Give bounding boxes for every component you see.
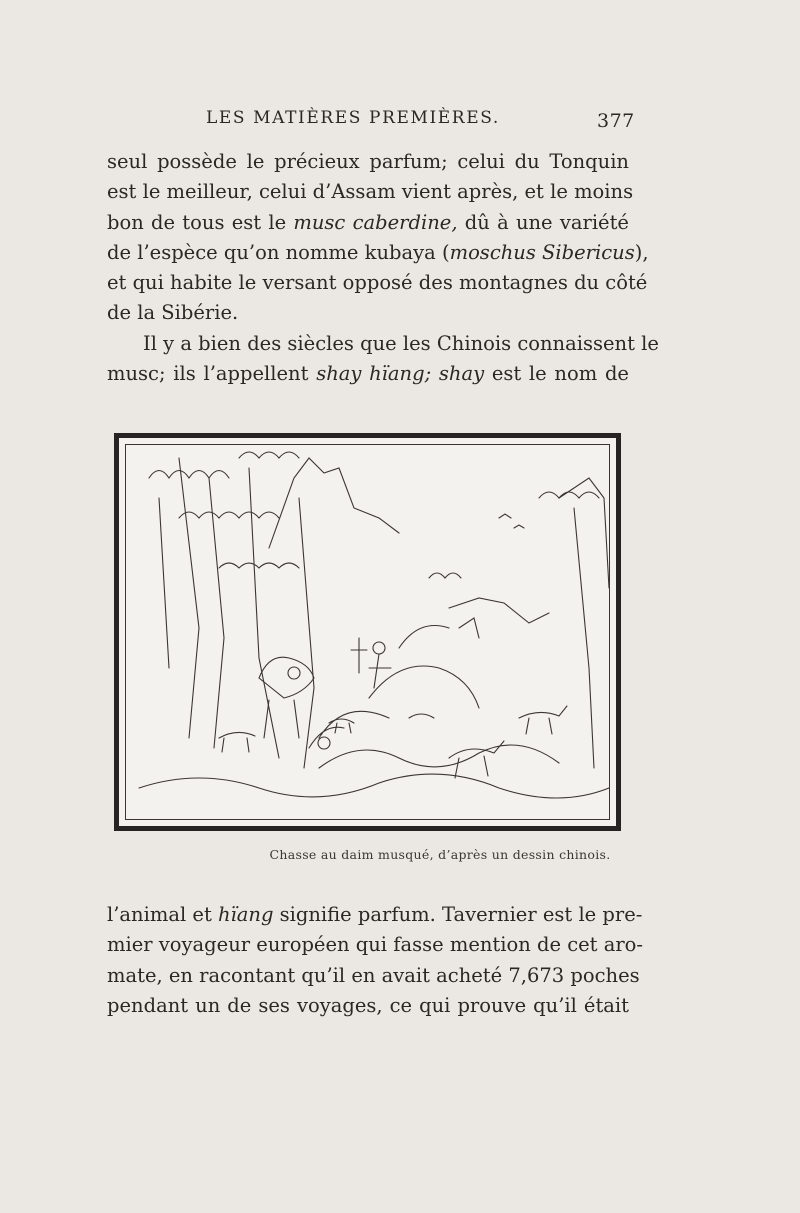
italic-term: musc caberdine, bbox=[293, 210, 458, 234]
text-line: mate, en racontant qu’il en avait acheté 7,673 poches bbox=[107, 963, 640, 987]
text-run: signifie parfum. Tavernier est le pre- bbox=[273, 903, 643, 926]
text-line bbox=[107, 359, 629, 389]
paragraph-3 bbox=[107, 900, 643, 1021]
text-run: bon de tous est le bbox=[107, 210, 294, 234]
text-line: pendant un de ses voyages, ce qui prouve qu’il était bbox=[107, 993, 629, 1017]
text-line: mier voyageur européen qui fasse mention de cet aro- bbox=[107, 933, 643, 957]
paragraph-1 bbox=[107, 147, 649, 329]
running-title: LES MATIÈRES PREMIÈRES. bbox=[206, 108, 500, 128]
text-run: de l’espèce qu’on nomme kubaya ( bbox=[107, 240, 450, 264]
text-run: musc; ils l’appellent bbox=[107, 362, 317, 386]
engraving-figure bbox=[114, 433, 621, 831]
text-line: de la Sibérie. bbox=[107, 301, 239, 325]
text-line bbox=[107, 208, 629, 238]
text-run: dû à une variété bbox=[457, 210, 629, 234]
paragraph-2 bbox=[107, 329, 659, 390]
figure-caption: Chasse au daim musqué, d’après un dessin chinois. bbox=[269, 847, 611, 862]
page-number: 377 bbox=[597, 110, 635, 132]
text-line: est le meilleur, celui d’Assam vient après, et le moins bbox=[107, 180, 634, 204]
text-line: Il y a bien des siècles que les Chinois connaissent le bbox=[143, 332, 659, 355]
text-line bbox=[107, 900, 643, 930]
italic-term: shay hïang; shay bbox=[316, 362, 485, 386]
italic-term: hïang bbox=[217, 903, 274, 926]
text-run: l’animal et bbox=[107, 903, 218, 926]
italic-term: moschus Sibericus bbox=[449, 240, 635, 264]
text-run: est le nom de bbox=[484, 362, 629, 386]
hunting-scene-illustration bbox=[119, 438, 616, 826]
text-line bbox=[107, 238, 649, 268]
text-line: seul possède le précieux parfum; celui du Tonquin bbox=[107, 150, 629, 173]
text-line: et qui habite le versant opposé des montagnes du côté bbox=[107, 271, 648, 295]
text-run: ), bbox=[634, 240, 649, 264]
